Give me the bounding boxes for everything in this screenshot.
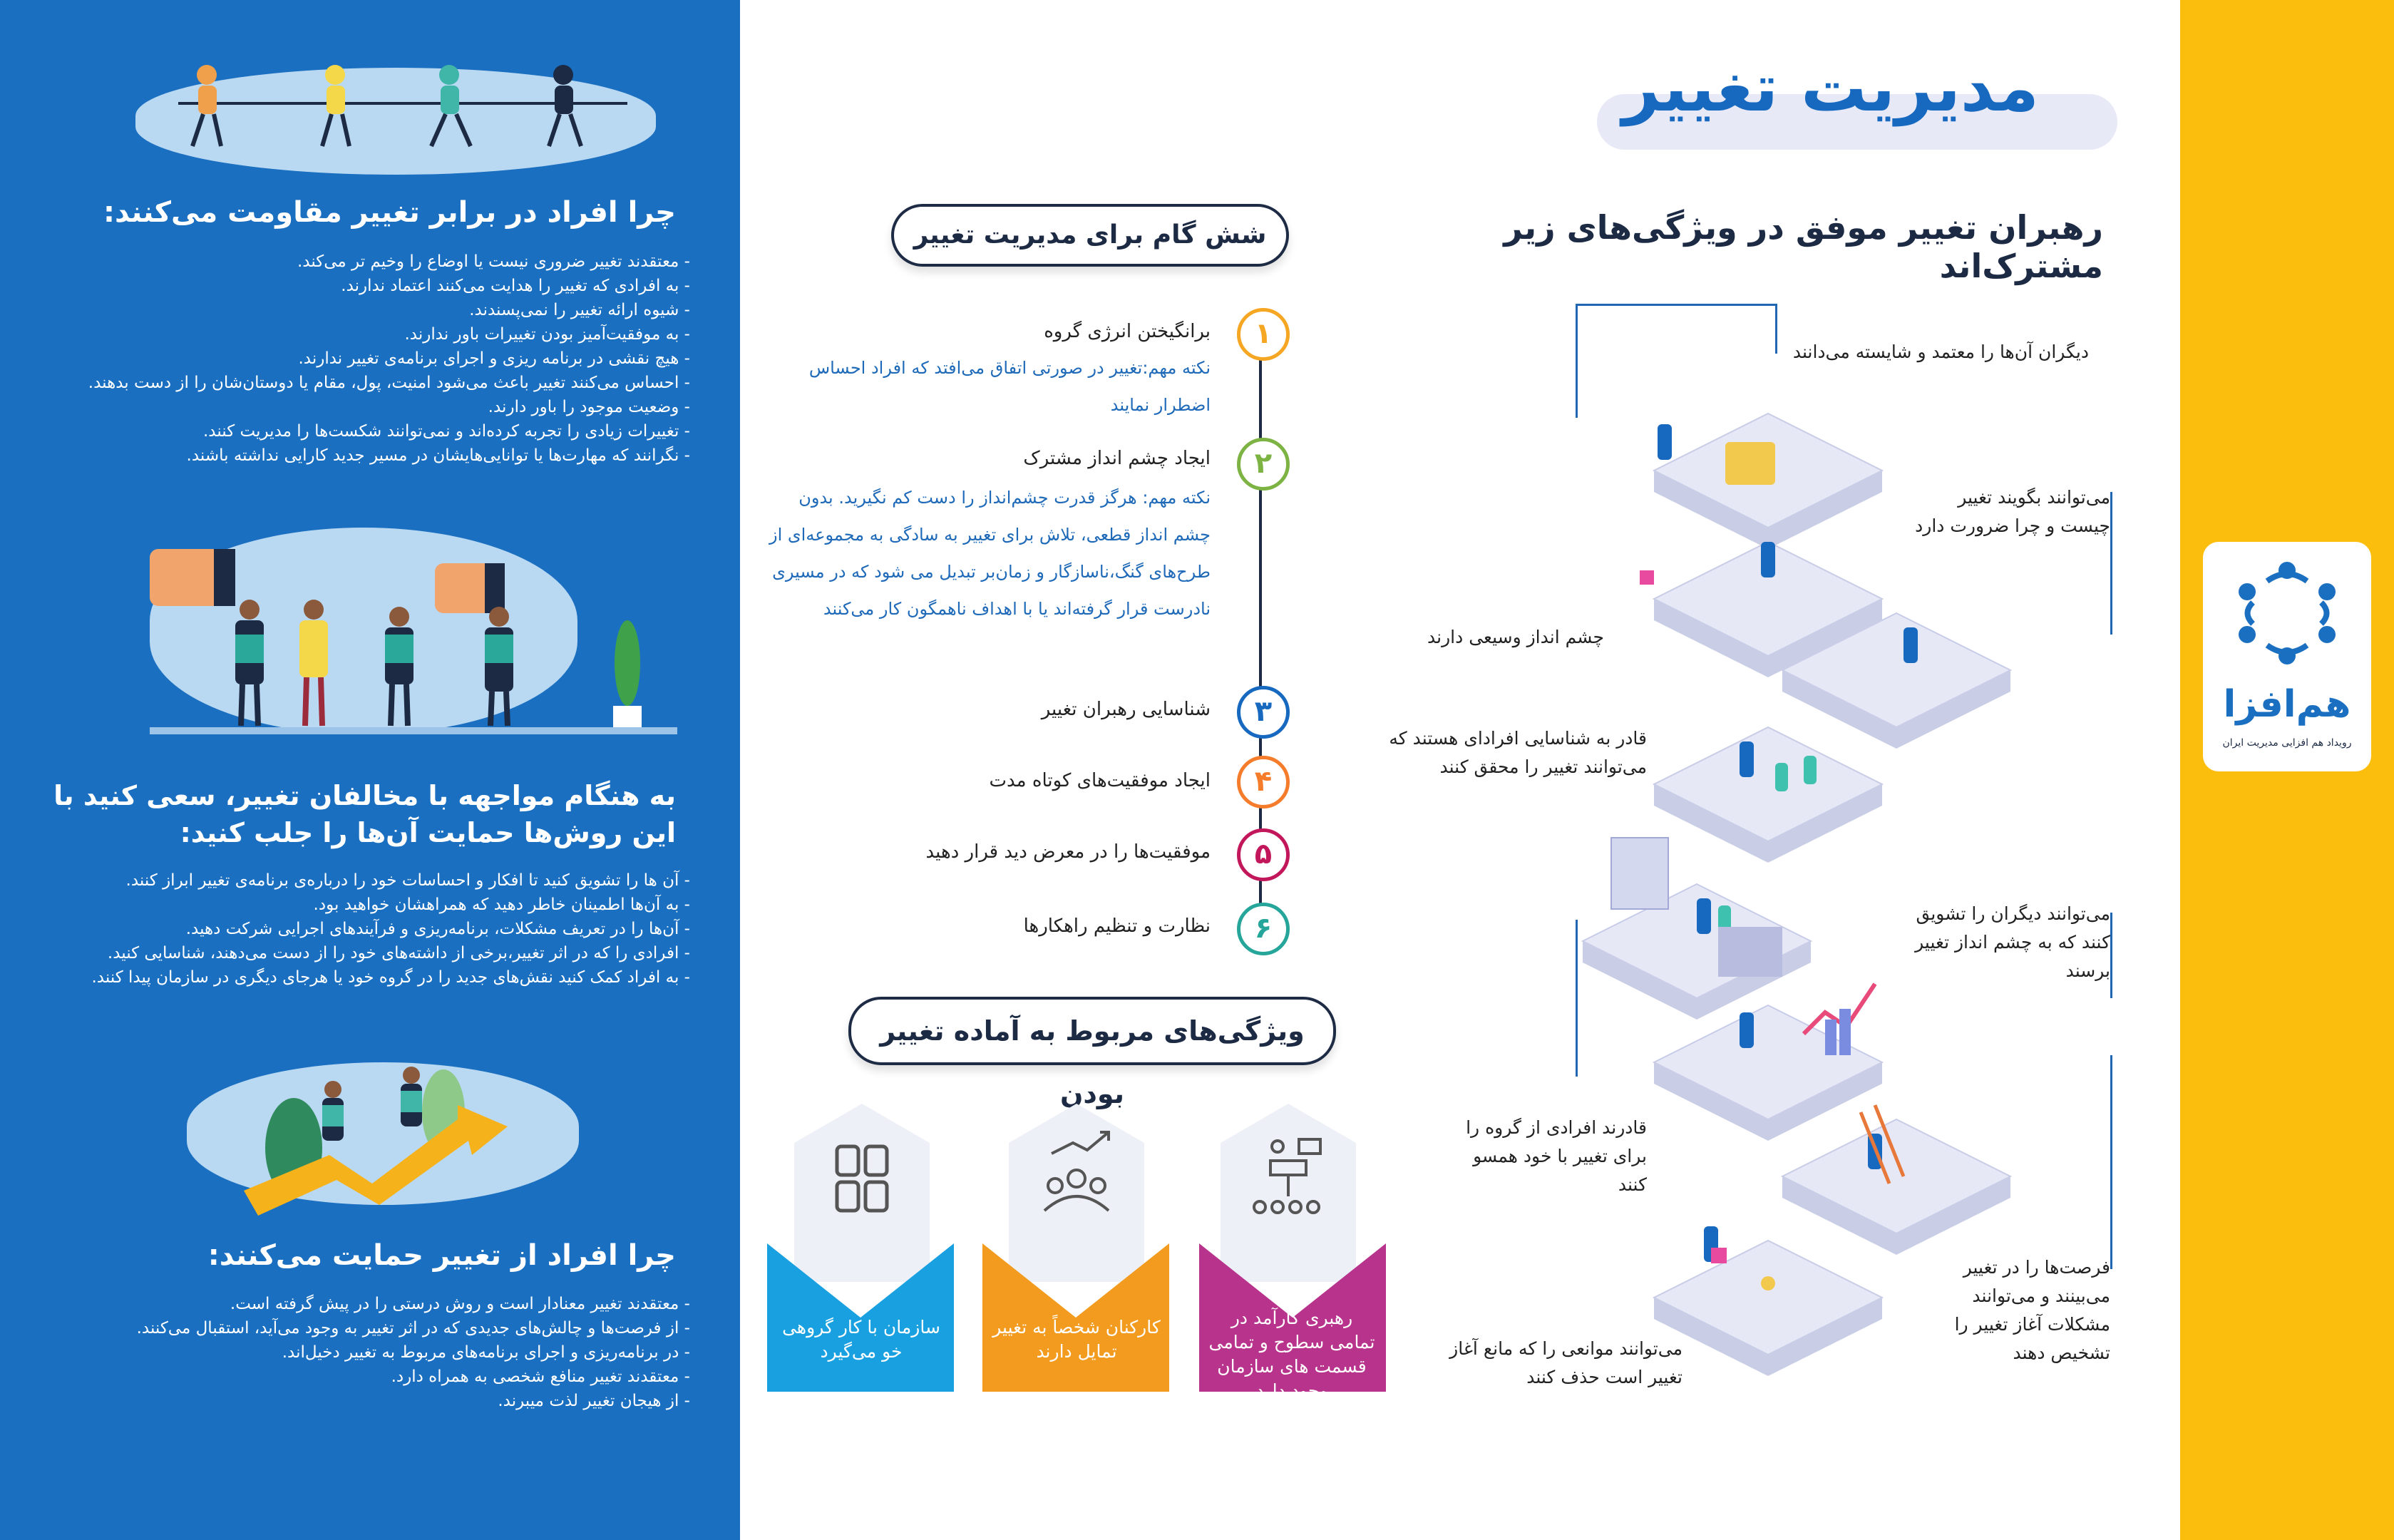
step-4-number: ۴: [1237, 756, 1290, 808]
support-list: [48, 1292, 690, 1413]
step-6-text: نظارت و تنظیم راهکارها: [1023, 915, 1211, 937]
support-heading: چرا افراد از تغییر حمایت می‌کنند:: [207, 1239, 676, 1272]
list-item: - شیوه ارائه تغییر را نمی‌پسندند.: [48, 298, 690, 322]
logo-tagline: رویداد هم افزایی مدیریت ایران: [2222, 737, 2352, 749]
connector-line: [1576, 304, 1578, 418]
teamwork-illustration: [187, 1062, 579, 1205]
step-1-number: ۱: [1237, 308, 1290, 361]
step-5-number: ۵: [1237, 828, 1290, 881]
list-item: - معتقدند تغییر منافع شخصی به همراه دارد.: [48, 1365, 690, 1389]
tug-of-war-illustration: [135, 68, 656, 175]
feature-2: می‌توانند بگویند تغییر چیست و چرا ضرورت دارد: [1915, 487, 2110, 536]
hands-together-icon: [794, 1104, 930, 1246]
thumbs-down-illustration: [150, 528, 577, 734]
readiness-box-2-text: کارکنان شخصاً به تغییر تمایل دارند: [992, 1317, 1161, 1362]
step-2-note: نکته مهم: هرگز قدرت چشم‌انداز را دست کم نگیرید. بدون چشم انداز قطعی، تلاش برای تغییر به سادگی به مجموعه‌ای از طرح‌های گنگ،ناسازگار و زمان‌بر تبدیل می شود که در مسیری نادرست قرار گرفته‌اند یا با اهداف ناهمگون کار می‌کنند: [769, 488, 1211, 619]
list-item: - معتقدند تغییر ضروری نیست یا اوضاع را وخیم تر می‌کند.: [48, 250, 690, 274]
feature-8: می‌توانند موانعی را که مانع آغاز تغییر است حذف کنند: [1449, 1338, 1683, 1387]
step-6-number: ۶: [1237, 903, 1290, 955]
list-item: - به افراد کمک کنید نقش‌های جدید را در گروه خود یا هرجای دیگری در سازمان پیدا کنند.: [48, 965, 690, 990]
list-item: - نگرانند که مهارت‌ها یا توانایی‌هایشان در مسیر جدید کارایی نداشته باشند.: [48, 443, 690, 468]
list-item: - آن‌ها را در تعریف مشکلات، برنامه‌ریزی و فرآیندهای اجرایی شرکت دهید.: [48, 917, 690, 941]
connector-line: [2110, 1055, 2112, 1269]
list-item: - آن ها را تشویق کنید تا افکار و احساسات خود را درباره‌ی برنامه‌ی تغییر ابراز کنند.: [48, 868, 690, 893]
readiness-box-1-bg: [1221, 1104, 1356, 1282]
page-title: مدیریت تغییر: [1622, 50, 2039, 126]
team-growth-icon: [1009, 1104, 1144, 1246]
list-item: - به افرادی که تغییر را هدایت می‌کنند اعتماد ندارند.: [48, 274, 690, 298]
feature-4: قادر به شناسایی افرادای هستند که می‌توانند تغییر را محقق کنند: [1389, 728, 1647, 777]
oppose-list: [48, 868, 690, 990]
steps-heading: شش گام برای مدیریت تغییر: [891, 204, 1289, 267]
thumbs-down-icon: [135, 528, 677, 734]
logo-mark-icon: [2203, 542, 2371, 684]
readiness-heading: ویژگی‌های مربوط به آماده تغییر بودن: [848, 997, 1336, 1065]
connector-line: [2110, 913, 2112, 998]
feature-7: فرصت‌ها را در تغییر می‌بینند و می‌توانند مشکلات آغاز تغییر را تشخیص دهند: [1954, 1257, 2110, 1363]
page-subtitle: رهبران تغییر موفق در ویژگی‌های زیر مشترک‌اند: [1504, 208, 2103, 285]
left-panel: [0, 0, 740, 1540]
readiness-box-3-text: سازمان با کار گروهی خو می‌گیرد: [782, 1317, 940, 1362]
step-2-text: ایجاد چشم انداز مشترک: [1023, 448, 1211, 469]
list-item: - به موفقیت‌آمیز بودن تغییرات باور ندارند.: [48, 322, 690, 346]
list-item: - از هیجان تغییر لذت میبرند.: [48, 1389, 690, 1413]
logo: [2203, 542, 2371, 771]
step-3-text: شناسایی رهبران تغییر: [1041, 699, 1211, 720]
connector-line: [1576, 304, 1775, 306]
step-3-number: ۳: [1237, 686, 1290, 739]
step-2-number: ۲: [1237, 438, 1290, 491]
list-item: - وضعیت موجود را باور دارند.: [48, 395, 690, 419]
list-item: - به آن‌ها اطمینان خاطر دهید که همراهشان خواهید بود.: [48, 893, 690, 917]
step-4-text: ایجاد موفقیت‌های کوتاه مدت: [989, 770, 1211, 791]
list-item: - هیچ نقشی در برنامه ریزی و اجرای برنامه‌ی تغییر ندارند.: [48, 346, 690, 371]
resist-heading: چرا افراد در برابر تغییر مقاومت می‌کنند:: [103, 196, 676, 229]
list-item: - در برنامه‌ریزی و اجرای برنامه‌های مربوط به تغییر دخیل‌اند.: [48, 1340, 690, 1365]
oppose-heading: به هنگام مواجهه با مخالفان تغییر، سعی کنید با این روش‌ها حمایت آن‌ها را جلب کنید:: [53, 780, 676, 848]
list-item: - تغییرات زیادی را تجربه کرده‌اند و نمی‌توانند شکست‌ها را مدیریت کنند.: [48, 419, 690, 443]
readiness-box-1-text: رهبری کارآمد در تمامی سطوح و تمامی قسمت های سازمان وجود دارد: [1208, 1308, 1375, 1401]
logo-name: هم‌افزا: [2223, 683, 2351, 726]
list-item: - معتقدند تغییر معنادار است و روش درستی را در پیش گرفته است.: [48, 1292, 690, 1316]
step-1-text: برانگیختن انرژی گروه: [1044, 321, 1211, 342]
meeting-icon: [1221, 1104, 1356, 1246]
feature-3: چشم انداز وسیعی دارند: [1427, 627, 1604, 647]
tug-of-war-icon: [135, 53, 656, 160]
list-item: - احساس می‌کنند تغییر باعث می‌شود امنیت، پول، مقام یا دوستان‌شان را از دست بدهند.: [48, 371, 690, 395]
step-5-text: موفقیت‌ها را در معرض دید قرار دهید: [925, 841, 1211, 863]
connector-line: [1576, 920, 1578, 1077]
feature-1: دیگران آن‌ها را معتمد و شایسته می‌دانند: [1792, 342, 2089, 362]
readiness-box-3-bg: [794, 1104, 930, 1282]
readiness-box-2-bg: [1009, 1104, 1144, 1282]
step-1-note: نکته مهم:تغییر در صورتی اتفاق می‌افتد که افراد احساس اضطرار نمایند: [808, 358, 1211, 415]
list-item: - افرادی را که در اثر تغییر،برخی از داشته‌های خود را از دست می‌دهند، شناسایی کنید.: [48, 941, 690, 965]
list-item: - از فرصت‌ها و چالش‌های جدیدی که در اثر تغییر به وجود می‌آید، استقبال می‌کنند.: [48, 1316, 690, 1340]
feature-6: قادرند افرادی از گروه را برای تغییر با خود همسو کنند: [1466, 1117, 1647, 1195]
resist-list: [48, 250, 690, 468]
growth-arrow-icon: [187, 1048, 586, 1219]
feature-5: می‌توانند دیگران را تشویق کنند که به چشم انداز تغییر برسند: [1915, 903, 2110, 981]
connector-line: [2110, 492, 2112, 635]
